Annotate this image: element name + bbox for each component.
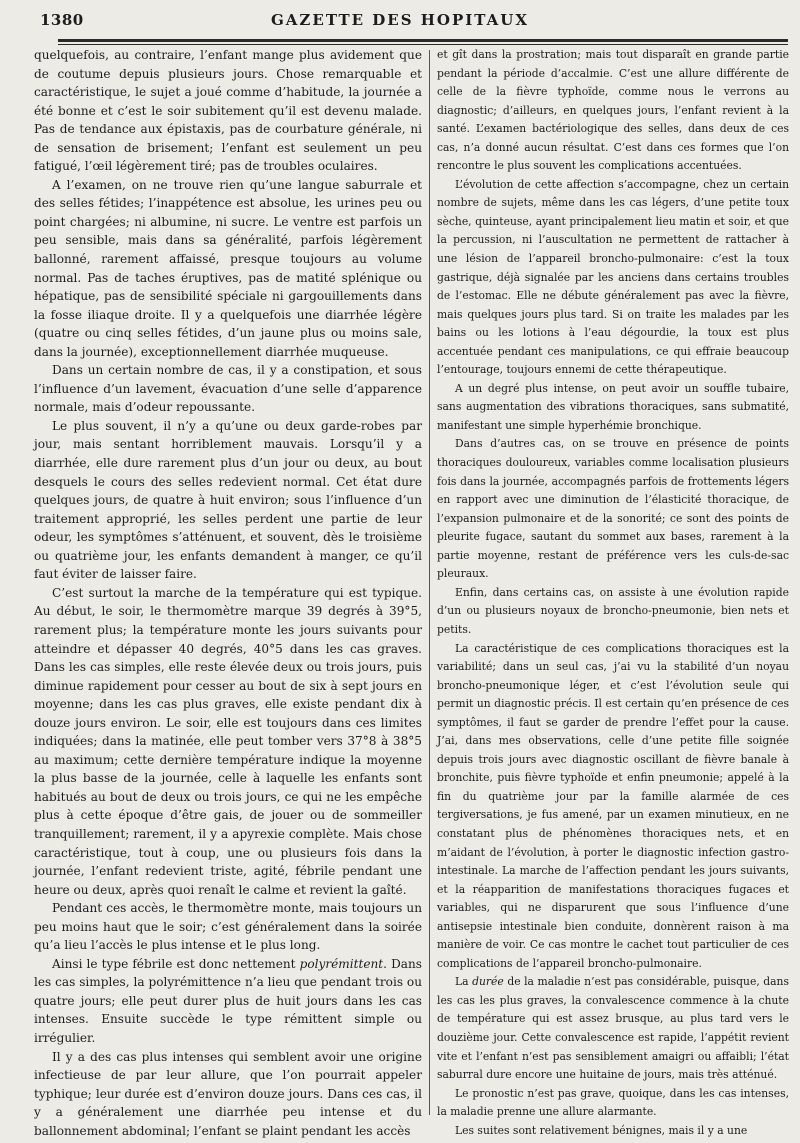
italic-term: durée bbox=[472, 975, 504, 989]
paragraph: Dans un certain nombre de cas, il y a constipation, et sous l’influence d’un lavement, évacuation d’une selle d’apparence normale, mais d’odeur repoussante. bbox=[34, 363, 422, 415]
page-header bbox=[0, 0, 800, 36]
text-run: La bbox=[455, 975, 469, 989]
page-number: 1380 bbox=[40, 11, 84, 29]
paragraph: A l’examen, on ne trouve rien qu’une langue saburrale et des selles fétides; l’inappétence est absolue, les urines peu ou point chargées; ni albumine, ni sucre. Le ventre est parfois un peu sensible, mais dans sa généralité, parfois légèrement ballonné, rarement affaissé, presque toujours au volume normal. Pas de taches éruptives, pas de matité splénique ou hépatique, pas de sensibilité spéciale ni gargouillements dans la fosse iliaque droite. Il y a quelquefois une diarrhée légère (quatre ou cinq selles fétides, d’un jaune plus ou moins sale, dans la journée), exceptionnellement diarrhée muqueuse. bbox=[34, 177, 422, 359]
paragraph bbox=[437, 973, 789, 1084]
paragraph: La caractéristique de ces complications thoraciques est la variabilité; dans un seul cas, j’ai vu la stabilité d’un noyau broncho-pneumonique léger, et c’est l’évolution seule qui permit un diagnostic précis. Il est certain qu’en présence de ces symptômes, il faut se garder de prendre l’effet pour la cause. J’ai, dans mes observations, celle d’une petite fille soignée depuis trois jours avec diagnostic oscillant de fièvre banale à bronchite, puis fièvre typhoïde et enfin pneumonie; appelé à la fin du quatrième jour par la famille alarmée de ces tergiversations, je fus amené, par un examen minutieux, en ne constatant plus de phénomènes thoraciques nets, et en m’aidant de l’évolution, à porter le diagnostic infection gastro-intestinale. La marche de l’affection pendant les jours suivants, et la réapparition de manifestations thoraciques fugaces et variables, qui ne disparurent que sous l’influence d’une antisepsie intestinale bien conduite, donnèrent raison à ma manière de voir. Ce cas montre le cachet tout particulier de ces complications de l’appareil broncho-pulmonaire. bbox=[437, 641, 789, 970]
header-rule-thick bbox=[58, 39, 788, 42]
text-run: Ainsi le type fébrile est donc nettement bbox=[52, 956, 296, 971]
paragraph: Le plus souvent, il n’y a qu’une ou deux garde-robes par jour, mais sentant horriblement mauvais. Lorsqu’il y a diarrhée, elle dure rarement plus d’un jour ou deux, au bout desquels le cours des selles redevient normal. Cet état dure quelques jours, de quatre à huit environ; sous l’influence d’un traitement approprié, les selles perdent une partie de leur odeur, les symptômes s’atténuent, et souvent, dès le troisième ou quatrième jour, les enfants demandent à manger, ce qu’il faut éviter de laisser faire. bbox=[34, 418, 422, 582]
paragraph: Enfin, dans certains cas, on assiste à une évolution rapide d’un ou plusieurs noyaux de broncho-pneumonie, bien nets et petits. bbox=[437, 585, 789, 636]
text-run: . Dans les cas simples, la polyrémittence n’a lieu que pendant trois ou quatre jours; elle peut durer plus de huit jours dans les cas intenses. Ensuite succède le type rémittent simple ou irrégulier. bbox=[34, 956, 422, 1045]
header-rule-thin bbox=[58, 44, 788, 45]
paragraph: Il y a des cas plus intenses qui semblent avoir une origine infectieuse de par leur allure, que l’on pourrait appeler typhique; leur durée est d’environ douze jours. Dans ces cas, il y a généralement une diarrhée peu intense et du ballonnement abdominal; l’enfant se plaint pendant les accès bbox=[34, 1049, 422, 1138]
paragraph: Pendant ces accès, le thermomètre monte, mais toujours un peu moins haut que le soir; c’est généralement dans la soirée qu’a lieu l’accès le plus intense et le plus long. bbox=[34, 901, 422, 953]
paragraph: Les suites sont relativement bénignes, mais il y a une bbox=[455, 1123, 748, 1137]
paragraph bbox=[34, 955, 422, 1048]
paragraph: et gît dans la prostration; mais tout disparaît en grande partie pendant la période d’accalmie. C’est une allure différente de celle de la fièvre typhoïde, comme nous le verrons au diagnostic; d’ailleurs, en quelques jours, l’enfant revient à la santé. L’examen bactériologique des selles, dans deux de ces cas, n’a donné aucun résultat. C’est dans ces formes que l’on rencontre le plus souvent les complications accentuées. bbox=[437, 48, 789, 173]
paragraph: Dans d’autres cas, on se trouve en présence de points thoraciques douloureux, variables comme localisation plusieurs fois dans la journée, accompagnés parfois de frottements légers en rapport avec une diminution de l’élasticité thoracique, de l’expansion pulmonaire et de la sonorité; ce sont des points de pleurite fugace, sautant du sommet aux bases, rarement à la partie moyenne, restant de préférence vers les culs-de-sac pleuraux. bbox=[437, 437, 789, 581]
journal-title: GAZETTE DES HOPITAUX bbox=[270, 11, 529, 29]
paragraph: L’évolution de cette affection s’accompagne, chez un certain nombre de sujets, même dans les cas légers, d’une petite toux sèche, quinteuse, ayant principalement lieu matin et soir, et que la percussion, ni l’auscultation ne permettent de rattacher à une lésion de l’appareil broncho-pulmonaire: c’est la toux gastrique, déjà signalée par les anciens dans certains troubles de l’estomac. Elle ne débute généralement pas avec la fièvre, mais quelques jours plus tard. Si on traite les malades par les bains ou les lotions à l’eau dégourdie, la toux est plus accentuée pendant ces manipulations, ce qui effraie beaucoup l’entourage, toujours ennemi de cette thérapeutique. bbox=[437, 177, 789, 377]
text-run: de la maladie n’est pas considérable, puisque, dans les cas les plus graves, la convalescence commence à la chute de température qui est assez brusque, au plus tard vers le douzième jour. Cette convalescence est rapide, l’appétit revient vite et l’enfant n’est pas sensiblement amaigri ou affaibli; l’état saburral dure encore une huitaine de jours, mais très atténué. bbox=[437, 975, 790, 1082]
right-column bbox=[437, 46, 789, 1140]
paragraph: Le pronostic n’est pas grave, quoique, dans les cas intenses, la maladie prenne une allure alarmante. bbox=[437, 1086, 789, 1119]
column-divider bbox=[429, 50, 430, 1115]
paragraph: quelquefois, au contraire, l’enfant mange plus avidement que de coutume depuis plusieurs jours. Chose remarquable et caractéristique, le sujet a joué comme d’habitude, la journée a été bonne et c’est le soir subitement qu’il est devenu malade. Pas de tendance aux épistaxis, pas de courbature générale, ni de sensation de brisement; l’enfant est seulement un peu fatigué, l’œil légèrement tiré; pas de troubles oculaires. bbox=[34, 48, 422, 174]
paragraph: C’est surtout la marche de la température qui est typique. Au début, le soir, le thermomètre marque 39 degrés à 39°5, rarement plus; la température monte les jours suivants pour atteindre et dépasser 40 degrés, 40°5 dans les cas graves. Dans les cas simples, elle reste élevée deux ou trois jours, puis diminue rapidement pour cesser au bout de six à sept jours en moyenne; dans les cas plus graves, elle existe pendant dix à douze jours environ. Le soir, elle est toujours dans ces limites indiquées; dans la matinée, elle peut tomber vers 37°8 à 38°5 au maximum; cette dernière température indique la moyenne la plus basse de la journée, celle à laquelle les enfants sont habitués au bout de deux ou trois jours, ce qui ne les empêche plus à cette époque d’être gais, de jouer ou de sommeiller tranquillement; rarement, il y a apyrexie complète. Mais chose caractéristique, tout à coup, une ou plusieurs fois dans la journée, l’enfant redevient triste, agité, fébrile pendant une heure ou deux, après quoi renaît le calme et revient la gaîté. bbox=[34, 585, 422, 897]
paragraph: A un degré plus intense, on peut avoir un souffle tubaire, sans augmentation des vibrations thoraciques, sans submatité, manifestant une simple hyperhémie bronchique. bbox=[437, 381, 789, 432]
italic-term: polyrémittent bbox=[299, 956, 384, 971]
left-column bbox=[34, 46, 422, 1140]
